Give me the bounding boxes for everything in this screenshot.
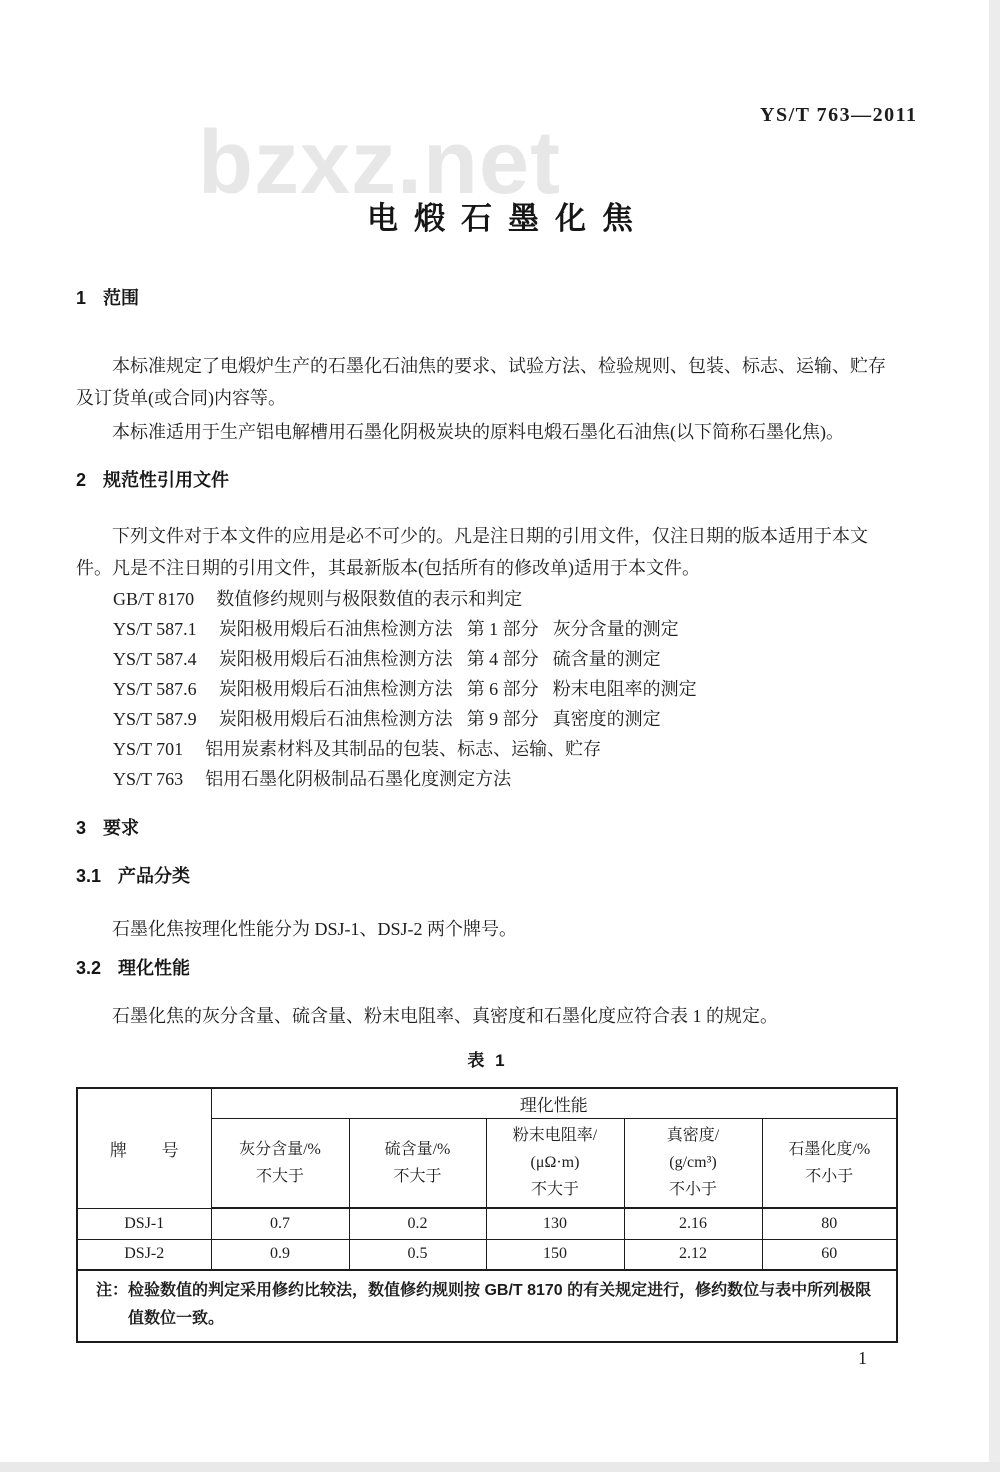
watermark: bzxz.net	[198, 113, 562, 213]
reference-title: 炭阳极用煅后石油焦检测方法	[218, 709, 453, 729]
section-3-1-paragraph: 石墨化焦按理化性能分为 DSJ-1、DSJ-2 两个牌号。	[112, 919, 518, 939]
subheader-density	[624, 1118, 762, 1208]
value-cell: 80	[762, 1208, 897, 1239]
reference-part: 第 1 部分	[466, 619, 539, 639]
value-cell: 130	[486, 1208, 624, 1239]
reference-code: YS/T 587.1	[113, 619, 197, 639]
reference-item	[113, 614, 896, 644]
grade-cell: DSJ-1	[77, 1208, 211, 1239]
subheader-line: (μΩ·m)	[530, 1154, 580, 1172]
page-number: 1	[858, 1348, 867, 1368]
reference-item	[113, 764, 896, 794]
table-note-row	[77, 1270, 897, 1342]
reference-item	[113, 674, 896, 704]
reference-subject: 硫含量的测定	[552, 649, 661, 669]
subheader-line: 不大于	[530, 1181, 579, 1199]
table-row	[77, 1239, 897, 1270]
group-header-cell: 理化性能	[211, 1088, 897, 1118]
section-1-paragraph-1: 本标准规定了电煅炉生产的石墨化石油焦的要求、试验方法、检验规则、包装、标志、运输、贮存及订货单(或合同)内容等。	[76, 356, 886, 408]
section-1-heading: 1 范围	[76, 288, 140, 308]
reference-code: GB/T 8170	[113, 589, 195, 609]
reference-title: 铝用炭素材料及其制品的包装、标志、运输、贮存	[205, 739, 602, 759]
subheader-line: 不大于	[393, 1167, 442, 1185]
subheader-line: 硫含量/%	[384, 1140, 451, 1158]
subheader-line: 石墨化度/%	[788, 1140, 871, 1158]
grade-cell: DSJ-2	[77, 1239, 211, 1270]
subheader-line: 不小于	[805, 1167, 854, 1185]
value-cell: 2.12	[624, 1239, 762, 1270]
section-3-2-heading: 3.2 理化性能	[76, 958, 191, 978]
grade-header-cell: 牌 号	[77, 1088, 211, 1208]
subheader-graphitization	[762, 1118, 897, 1208]
table-note: 注：检验数值的判定采用修约比较法，数值修约规则按 GB/T 8170 的有关规定进行，修约数位与表中所列极限值数位一致。	[96, 1282, 872, 1327]
reference-item	[113, 704, 896, 734]
reference-subject: 粉末电阻率的测定	[552, 679, 697, 699]
reference-title: 铝用石墨化阴极制品石墨化度测定方法	[205, 769, 512, 789]
reference-code: YS/T 587.6	[113, 679, 197, 699]
reference-item	[113, 584, 896, 614]
reference-title: 炭阳极用煅后石油焦检测方法	[218, 619, 453, 639]
reference-title: 炭阳极用煅后石油焦检测方法	[218, 649, 453, 669]
subheader-line: 不大于	[255, 1167, 304, 1185]
table-header-row-group	[77, 1088, 897, 1118]
scan-edge-right	[989, 0, 1000, 1472]
reference-code: YS/T 587.9	[113, 709, 197, 729]
subheader-line: 不小于	[668, 1181, 717, 1199]
subheader-resistivity	[486, 1118, 624, 1208]
reference-part: 第 9 部分	[466, 709, 539, 729]
reference-subject: 真密度的测定	[552, 709, 661, 729]
value-cell: 2.16	[624, 1208, 762, 1239]
subheader-sulfur	[349, 1118, 486, 1208]
table-caption: 表 1	[467, 1051, 505, 1070]
section-2-intro: 下列文件对于本文件的应用是必不可少的。凡是注日期的引用文件，仅注日期的版本适用于本文件。凡是不注日期的引用文件，其最新版本(包括所有的修改单)适用于本文件。	[76, 526, 868, 578]
reference-code: YS/T 587.4	[113, 649, 197, 669]
reference-list	[76, 584, 896, 794]
value-cell: 0.9	[211, 1239, 349, 1270]
reference-title: 数值修约规则与极限数值的表示和判定	[216, 589, 523, 609]
value-cell: 60	[762, 1239, 897, 1270]
scan-edge-bottom	[0, 1462, 1000, 1472]
subheader-line: 灰分含量/%	[239, 1140, 321, 1158]
section-3-1-heading: 3.1 产品分类	[76, 866, 191, 886]
table-row	[77, 1208, 897, 1239]
subheader-line: 真密度/	[666, 1127, 720, 1145]
reference-part: 第 6 部分	[466, 679, 539, 699]
subheader-ash	[211, 1118, 349, 1208]
reference-title: 炭阳极用煅后石油焦检测方法	[218, 679, 453, 699]
subheader-line: (g/cm³)	[669, 1154, 717, 1172]
section-2-heading: 2 规范性引用文件	[76, 470, 230, 490]
section-3-heading: 3 要求	[76, 818, 140, 838]
value-cell: 0.5	[349, 1239, 486, 1270]
reference-code: YS/T 763	[113, 769, 184, 789]
value-cell: 0.2	[349, 1208, 486, 1239]
reference-code: YS/T 701	[113, 739, 184, 759]
reference-item	[113, 734, 896, 764]
reference-item	[113, 644, 896, 674]
value-cell: 0.7	[211, 1208, 349, 1239]
value-cell: 150	[486, 1239, 624, 1270]
reference-part: 第 4 部分	[466, 649, 539, 669]
spec-table	[76, 1087, 898, 1343]
section-1-paragraph-2: 本标准适用于生产铝电解槽用石墨化阴极炭块的原料电煅石墨化石油焦(以下简称石墨化焦)。	[112, 422, 844, 442]
reference-subject: 灰分含量的测定	[552, 619, 679, 639]
document-title: 电煅石墨化焦	[367, 201, 649, 236]
document-body	[76, 287, 896, 1343]
section-3-2-paragraph: 石墨化焦的灰分含量、硫含量、粉末电阻率、真密度和石墨化度应符合表 1 的规定。	[112, 1006, 778, 1026]
table-note-cell	[77, 1270, 897, 1342]
subheader-line: 粉末电阻率/	[512, 1127, 598, 1145]
standard-number: YS/T 763—2011	[760, 104, 918, 126]
